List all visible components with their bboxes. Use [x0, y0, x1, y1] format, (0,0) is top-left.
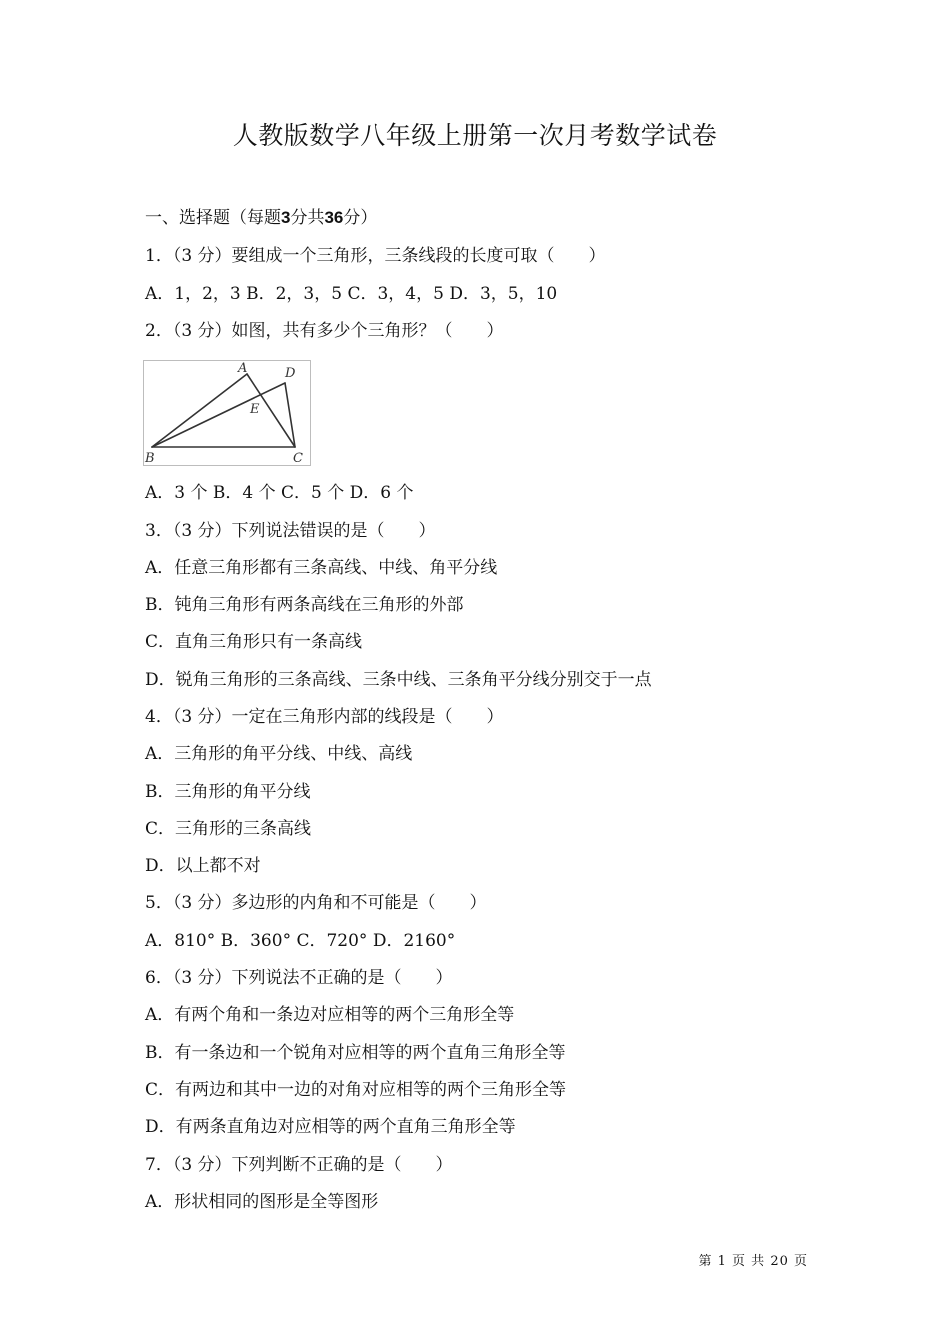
segment-dc — [285, 383, 295, 447]
question-6: 6．（3 分）下列说法不正确的是（ ） — [145, 968, 453, 988]
question-6-option-c: C．有两边和其中一边的对角对应相等的两个三角形全等 — [145, 1080, 567, 1100]
label-e: E — [250, 402, 260, 417]
question-4-option-a: A．三角形的角平分线、中线、高线 — [145, 744, 413, 764]
label-c: C — [293, 451, 303, 465]
question-7-option-a: A．形状相同的图形是全等图形 — [145, 1192, 379, 1212]
section-score-each: 3 — [281, 208, 291, 227]
section-score-total: 36 — [324, 208, 344, 227]
section-label-c: 分） — [343, 208, 378, 228]
question-5: 5．（3 分）多边形的内角和不可能是（ ） — [145, 893, 487, 913]
page-footer: 第 1 页 共 20 页 — [698, 1254, 808, 1269]
segment-ba — [152, 374, 247, 447]
page-title: 人教版数学八年级上册第一次月考数学试卷 — [232, 121, 718, 150]
question-3-option-a: A．任意三角形都有三条高线、中线、角平分线 — [145, 558, 498, 578]
question-4-option-c: C．三角形的三条高线 — [145, 819, 312, 839]
section-label-b: 分共 — [290, 208, 325, 228]
question-5-options: A．810° B．360° C．720° D．2160° — [145, 931, 456, 951]
label-a: A — [238, 361, 248, 376]
question-3-option-d: D．锐角三角形的三条高线、三条中线、三条角平分线分别交于一点 — [145, 670, 652, 690]
question-1-options: A．1，2，3 B．2，3，5 C．3，4，5 D．3，5，10 — [145, 284, 558, 304]
question-2: 2．（3 分）如图，共有多少个三角形？（ ） — [145, 321, 504, 341]
question-6-option-d: D．有两条直角边对应相等的两个直角三角形全等 — [145, 1117, 516, 1137]
question-3-option-c: C．直角三角形只有一条高线 — [145, 632, 363, 652]
question-4: 4．（3 分）一定在三角形内部的线段是（ ） — [145, 707, 504, 727]
question-2-options: A．3 个 B．4 个 C．5 个 D．6 个 — [145, 483, 414, 503]
segment-bd — [152, 383, 285, 447]
question-4-option-b: B．三角形的角平分线 — [145, 782, 311, 802]
section-heading — [145, 207, 377, 229]
question-7: 7．（3 分）下列判断不正确的是（ ） — [145, 1155, 453, 1175]
question-6-option-a: A．有两个角和一条边对应相等的两个三角形全等 — [145, 1005, 515, 1025]
triangle-figure — [143, 360, 311, 466]
question-6-option-b: B．有一条边和一个锐角对应相等的两个直角三角形全等 — [145, 1043, 566, 1063]
section-label-a: 一、选择题（每题 — [145, 208, 281, 228]
question-4-option-d: D．以上都不对 — [145, 856, 261, 876]
triangle-figure-svg — [144, 361, 310, 465]
label-b: B — [145, 451, 155, 465]
question-3: 3．（3 分）下列说法错误的是（ ） — [145, 521, 436, 541]
label-d: D — [285, 366, 296, 381]
question-3-option-b: B．钝角三角形有两条高线在三角形的外部 — [145, 595, 464, 615]
question-1: 1．（3 分）要组成一个三角形，三条线段的长度可取（ ） — [145, 246, 606, 266]
